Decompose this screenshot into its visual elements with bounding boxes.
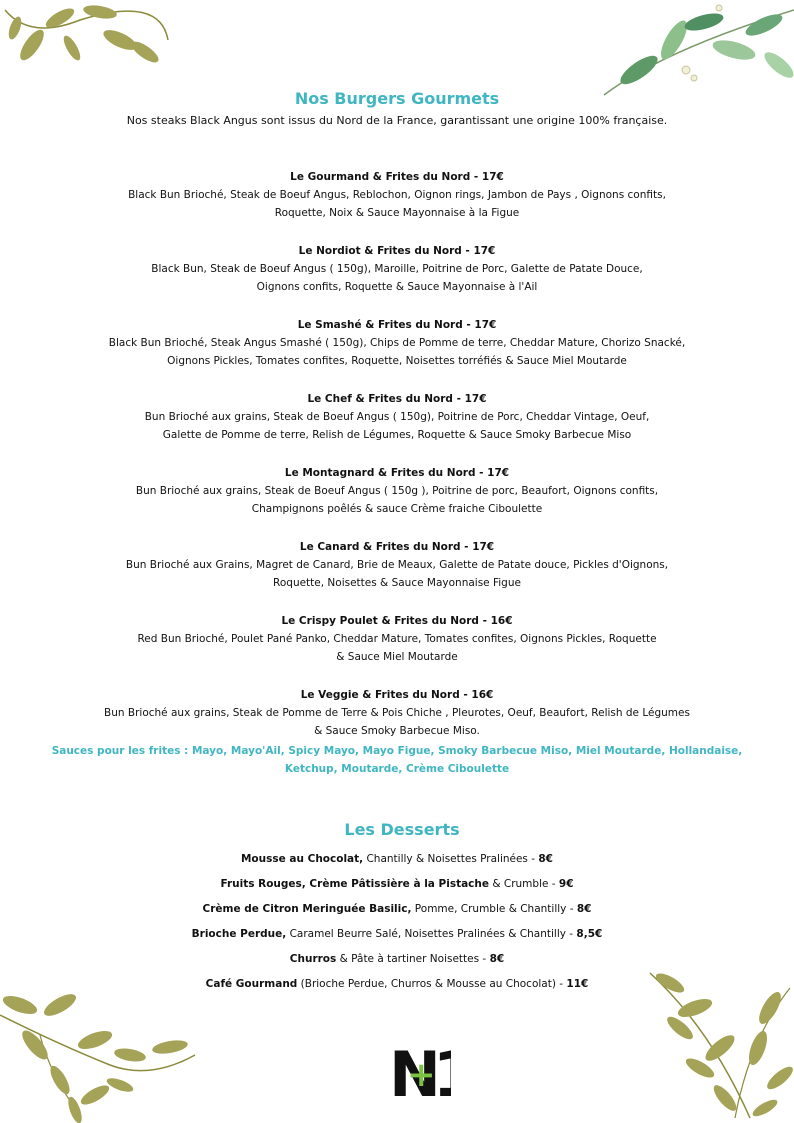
page-title: Nos Burgers Gourmets — [294, 89, 500, 108]
leaf-branch-top-left-icon — [0, 0, 170, 80]
burger-description-line: Roquette, Noisettes & Sauce Mayonnaise Figue — [273, 577, 521, 589]
burger-description-line: Galette de Pomme de terre, Relish de Légumes, Roquette & Sauce Smoky Barbecue Miso — [162, 429, 632, 441]
dessert-item — [0, 951, 794, 976]
burger-name: Le Gourmand & Frites du Nord - 17€ — [290, 171, 504, 183]
brand-logo — [387, 1030, 451, 1106]
burger-description — [20, 556, 774, 592]
dessert-price: 8€ — [489, 953, 505, 965]
sauces-line-2: Ketchup, Moutarde, Crème Ciboulette — [284, 763, 510, 775]
burger-description-line: & Sauce Miel Moutarde — [336, 651, 458, 663]
burger-name: Le Canard & Frites du Nord - 17€ — [299, 541, 495, 553]
burger-description-line: Champignons poêlés & sauce Crème fraiche Ciboulette — [251, 503, 543, 515]
burger-name: Le Chef & Frites du Nord - 17€ — [307, 393, 487, 405]
burger-description — [20, 482, 774, 518]
burger-item — [20, 538, 774, 592]
burger-description — [20, 260, 774, 296]
burger-description — [20, 630, 774, 666]
page-subtitle: Nos steaks Black Angus sont issus du Nord de la France, garantissant une origine 100% française. — [126, 114, 668, 127]
dessert-price: 8€ — [576, 903, 592, 915]
dessert-name: Churros — [289, 953, 337, 965]
dessert-name: Crème de Citron Meringuée Basilic, — [202, 903, 412, 915]
burger-item — [20, 612, 774, 666]
dessert-item — [0, 851, 794, 876]
dessert-list — [0, 851, 794, 1001]
burger-description-line: Black Bun Brioché, Steak de Boeuf Angus, Reblochon, Oignon rings, Jambon de Pays , Oignons confits, — [128, 189, 666, 201]
burger-list — [20, 168, 774, 760]
burger-name: Le Nordiot & Frites du Nord - 17€ — [298, 245, 496, 257]
dessert-price: 8,5€ — [576, 928, 603, 940]
dessert-name: Mousse au Chocolat, — [240, 853, 364, 865]
sauces-note — [20, 742, 774, 778]
dessert-detail: Chantilly & Noisettes Pralinées - — [363, 853, 539, 865]
dessert-name: Brioche Perdue, — [191, 928, 287, 940]
burger-description-line: & Sauce Smoky Barbecue Miso. — [314, 725, 480, 737]
burger-description-line: Black Bun Brioché, Steak Angus Smashé ( 150g), Chips de Pomme de terre, Cheddar Mature, Chorizo Snacké, — [108, 337, 686, 349]
dessert-detail: & Pâte à tartiner Noisettes - — [336, 953, 490, 965]
burger-item — [20, 390, 774, 444]
burger-description-line: Bun Brioché aux Grains, Magret de Canard, Brie de Meaux, Galette de Patate douce, Pickles d'Oignons, — [125, 559, 669, 571]
burger-description — [20, 186, 774, 222]
burger-name: Le Crispy Poulet & Frites du Nord - 16€ — [281, 615, 513, 627]
dessert-item — [0, 926, 794, 951]
dessert-name: Fruits Rouges, Crème Pâtissière à la Pistache — [220, 878, 490, 890]
dessert-detail: Pomme, Crumble & Chantilly - — [411, 903, 577, 915]
burger-name: Le Montagnard & Frites du Nord - 17€ — [284, 467, 510, 479]
dessert-price: 8€ — [538, 853, 553, 865]
logo-plus: + — [407, 1055, 436, 1095]
dessert-detail: & Crumble - — [489, 878, 559, 890]
burger-item — [20, 242, 774, 296]
dessert-detail: Caramel Beurre Salé, Noisettes Pralinées & Chantilly - — [286, 928, 577, 940]
burger-item — [20, 168, 774, 222]
burger-description — [20, 704, 774, 740]
dessert-price: 9€ — [558, 878, 574, 890]
burger-description-line: Bun Brioché aux grains, Steak de Pomme de Terre & Pois Chiche , Pleurotes, Oeuf, Beaufort, Relish de Légumes — [104, 707, 690, 719]
burger-description-line: Bun Brioché aux grains, Steak de Boeuf Angus ( 150g), Poitrine de Porc, Cheddar Vintage, Oeuf, — [144, 411, 650, 423]
burger-name: Le Smashé & Frites du Nord - 17€ — [297, 319, 497, 331]
burger-description-line: Red Bun Brioché, Poulet Pané Panko, Cheddar Mature, Tomates confites, Oignons Pickles, Roquette — [137, 633, 657, 645]
desserts-title: Les Desserts — [344, 820, 460, 839]
sauces-line-1: Sauces pour les frites : Mayo, Mayo'Ail, Spicy Mayo, Mayo Figue, Smoky Barbecue Miso, Miel Moutarde, Hollandaise, — [51, 745, 743, 757]
burger-description — [20, 334, 774, 370]
dessert-name: Café Gourmand — [205, 978, 298, 990]
burger-name: Le Veggie & Frites du Nord - 16€ — [300, 689, 494, 701]
leaf-branch-bottom-left-icon — [0, 985, 200, 1123]
burger-description-line: Black Bun, Steak de Boeuf Angus ( 150g), Maroille, Poitrine de Porc, Galette de Patate Douce, — [151, 263, 643, 275]
burger-item — [20, 686, 774, 740]
burger-description-line: Bun Brioché aux grains, Steak de Boeuf Angus ( 150g ), Poitrine de porc, Beaufort, Oignons confits, — [135, 485, 659, 497]
dessert-detail: (Brioche Perdue, Churros & Mousse au Chocolat) - — [297, 978, 567, 990]
dessert-item — [0, 901, 794, 926]
burger-description — [20, 408, 774, 444]
burger-description-line: Oignons Pickles, Tomates confites, Roquette, Noisettes torréfiés & Sauce Miel Moutarde — [167, 355, 627, 367]
logo-text: N — [389, 1038, 433, 1106]
burger-item — [20, 316, 774, 370]
dessert-price: 11€ — [566, 978, 589, 990]
eucalyptus-branch-top-right-icon — [594, 0, 794, 100]
dessert-item — [0, 976, 794, 1001]
dessert-item — [0, 876, 794, 901]
burger-item — [20, 464, 774, 518]
burger-description-line: Roquette, Noix & Sauce Mayonnaise à la Figue — [274, 207, 520, 219]
burger-description-line: Oignons confits, Roquette & Sauce Mayonnaise à l'Ail — [256, 281, 538, 293]
